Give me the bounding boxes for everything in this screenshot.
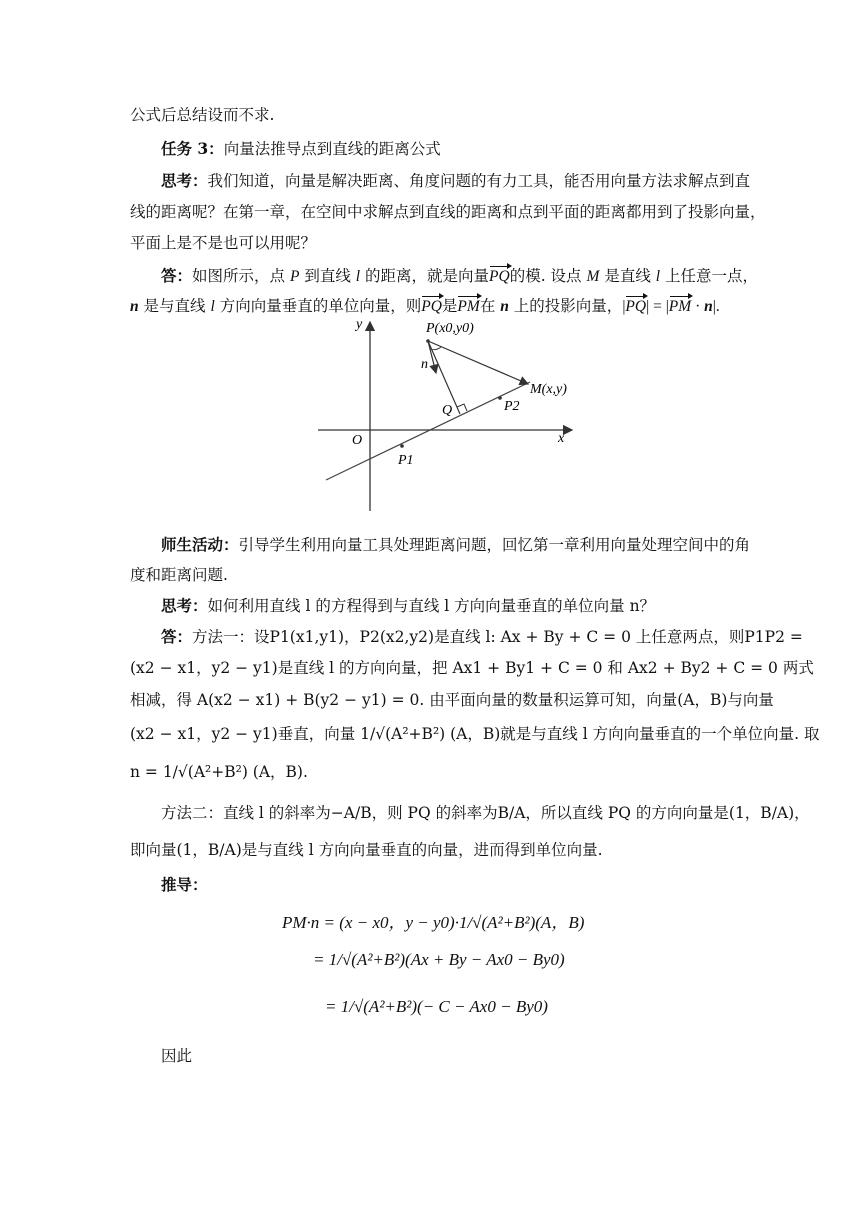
think-2 [161,594,761,616]
p2-label: P2 [504,399,520,414]
method-1-line-4: (x2 − x1，y2 − y1)垂直，向量 1/√(A²+B²) (A，B)就是与直线 l 方向向量垂直的一个单位向量. 取 [130,725,820,743]
activity-label: 师生活动： [161,535,239,554]
derive-eq-2: = 1/√(A²+B²)(Ax + By − Ax0 − By0) [313,950,565,969]
origin-label: O [352,433,363,448]
derive-eq-3: = 1/√(A²+B²)(− C − Ax0 − By0) [325,997,548,1016]
point-p1 [400,444,404,448]
p-label: P(x0,y0) [426,321,474,336]
activity [161,533,761,555]
method-1-lead: 方法一：设P1(x1,y1)，P2(x2,y2)是直线 l: Ax + By + C = 0 上任意两点，则P1P2 = [192,628,803,646]
activity-text-a: 引导学生利用向量工具处理距离问题，回忆第一章利用向量处理空间中的角 [238,536,751,554]
m-label: M(x,y) [530,382,567,397]
task-3-label: 任务 3： [161,139,224,158]
vector-pm [428,341,528,384]
think-1-text-a: 我们知道，向量是解决距离、角度问题的有力工具，能否用向量方法求解点到直 [207,172,751,190]
n-label: n [421,357,428,372]
method-1-line-3: 相减，得 A(x2 − x1) + B(y2 − y1) = 0. 由平面向量的数量积运算可知，向量(A，B)与向量 [130,691,774,709]
derive-label [161,873,761,895]
answer-1-text: 的模. 设点 [509,267,587,285]
answer-1-text: 在 [479,297,501,315]
y-label: y [356,317,363,332]
method-1-line-2: (x2 − x1，y2 − y1)是直线 l 的方向向量，把 Ax1 + By1 + C = 0 和 Ax2 + By2 + C = 0 两式 [130,659,814,677]
answer-1-text: 是 [441,297,458,315]
answer-1-line-2: n 是与直线 l 方向向量垂直的单位向量，则PQ是PM在 n 上的投影向量，|PQ| = |PM · n|. [130,297,720,315]
p1-label: P1 [398,453,414,468]
think-1 [161,169,761,191]
task-3-text: 向量法推导点到直线的距离公式 [223,140,441,158]
answer-1-text: 上的投影向量， [508,297,623,315]
think-2-label: 思考： [161,596,208,615]
answer-1-text: 是直线 [599,267,656,285]
activity-line-2: 度和距离问题. [130,566,228,584]
x-label: x [558,431,565,446]
method-1-line-5: n = 1/√(A²+B²) (A，B). [130,763,308,781]
answer-2 [161,625,803,647]
answer-1-text: 如图所示，点 [192,267,290,285]
answer-1-text: 方向向量垂直的单位向量，则 [214,297,422,315]
answer-1: 答：如图所示，点 P 到直线 l 的距离，就是向量PQ的模. 设点 M 是直线 l 上任意一点， [161,266,759,285]
task-3 [161,137,761,159]
distance-figure [318,316,578,512]
answer-1-text: 是与直线 [138,297,211,315]
therefore: 因此 [161,1047,193,1065]
think-2-text: 如何利用直线 l 的方程得到与直线 l 方向向量垂直的单位向量 n？ [207,597,656,615]
q-label: Q [442,403,453,418]
line-1: 公式后总结设而不求. [130,106,275,124]
think-1-line-2: 线的距离呢？在第一章，在空间中求解点到直线的距离和点到平面的距离都用到了投影向量， [130,203,766,221]
answer-1-label: 答： [161,266,193,285]
answer-2-label: 答： [161,627,193,646]
point-p2 [498,396,502,400]
derive-label-text: 推导： [161,875,208,894]
answer-1-text: 到直线 [299,267,356,285]
think-1-label: 思考： [161,171,208,190]
method-2-line-1: 方法二：直线 l 的斜率为−A/B，则 PQ 的斜率为B/A，所以直线 PQ 的方向向量是(1，B/A)， [161,804,810,822]
answer-1-text: 的距离，就是向量 [360,267,490,285]
answer-1-text: 上任意一点， [660,267,759,285]
think-1-line-3: 平面上是不是也可以用呢？ [130,234,317,252]
point-p [426,339,430,343]
derive-eq-1: PM·n = (x − x0，y − y0)·1/√(A²+B²)(A，B) [282,913,585,932]
method-2-line-2: 即向量(1，B/A)是与直线 l 方向向量垂直的向量，进而得到单位向量. [130,841,603,859]
